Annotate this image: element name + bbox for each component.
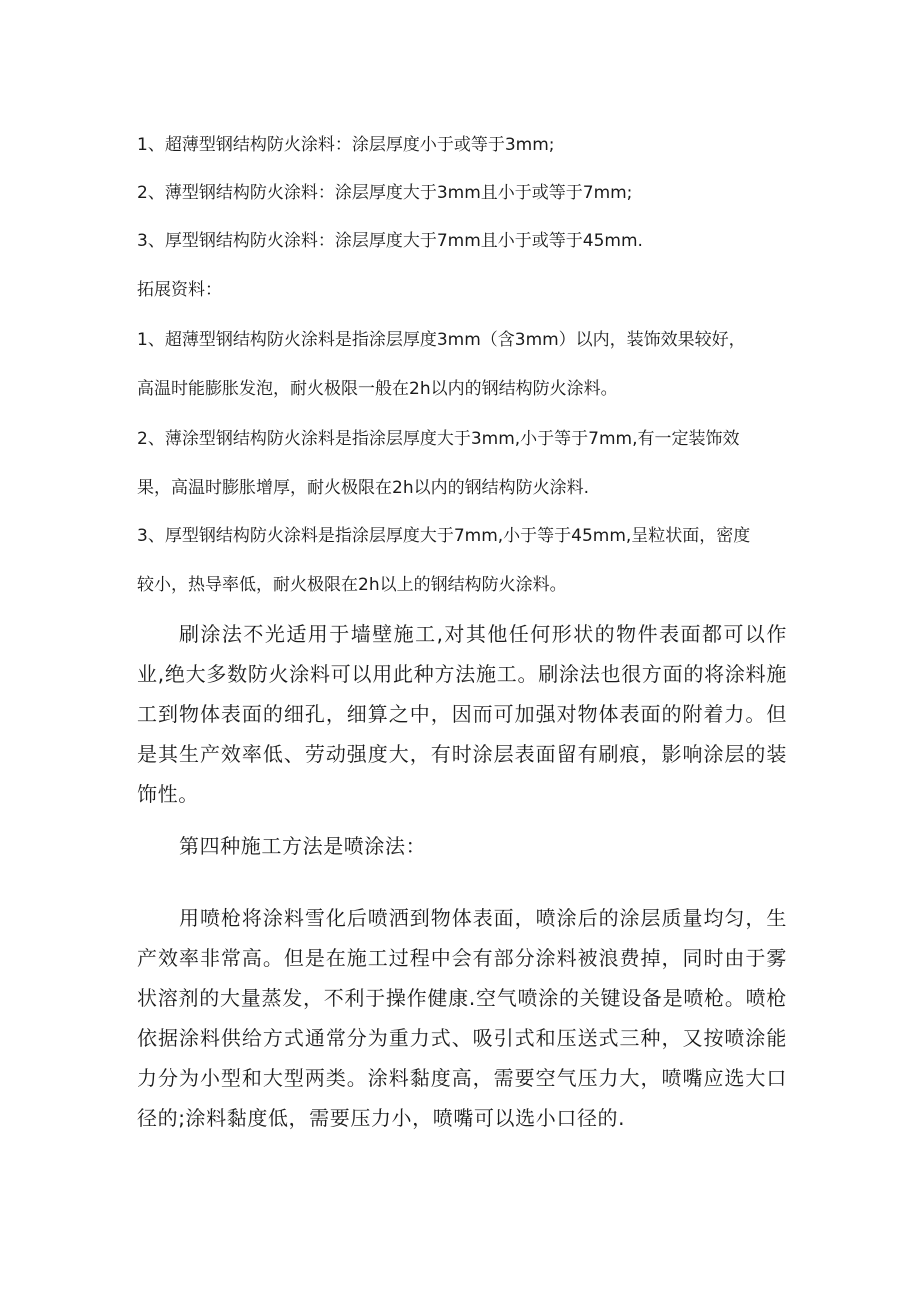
extension-line-2: 高温时能膨胀发泡，耐火极限一般在2h以内的钢结构防火涂料。 bbox=[137, 379, 618, 399]
extension-line-4: 果，高温时膨胀增厚，耐火极限在2h以内的钢结构防火涂料. bbox=[137, 478, 589, 498]
extension-line-1: 1、超薄型钢结构防火涂料是指涂层厚度3mm（含3mm）以内，装饰效果较好， bbox=[137, 330, 746, 350]
extension-line-3: 2、薄涂型钢结构防火涂料是指涂层厚度大于3mm,小于等于7mm,有一定装饰效 bbox=[137, 429, 740, 449]
classification-item-3: 3、厚型钢结构防火涂料：涂层厚度大于7mm且小于或等于45mm. bbox=[137, 231, 643, 251]
extension-title: 拓展资料： bbox=[137, 280, 222, 300]
spraying-paragraph: 用喷枪将涂料雪化后喷洒到物体表面，喷涂后的涂层质量均匀，生产效率非常高。但是在施工过程中会有部分涂料被浪费掉，同时由于雾状溶剂的大量蒸发，不利于操作健康.空气喷涂的关键设备是喷枪。喷枪依据涂料供给方式通常分为重力式、吸引式和压送式三种，又按喷涂能力分为小型和大型两类。涂料黏度高，需要空气压力大，喷嘴应选大口径的;涂料黏度低，需要压力小，喷嘴可以选小口径的. bbox=[137, 906, 787, 1130]
classification-item-1: 1、超薄型钢结构防火涂料：涂层厚度小于或等于3mm; bbox=[137, 135, 555, 155]
extension-line-5: 3、厚型钢结构防火涂料是指涂层厚度大于7mm,小于等于45mm,呈粒状面，密度 bbox=[137, 526, 751, 546]
extension-line-6: 较小，热导率低，耐火极限在2h以上的钢结构防火涂料。 bbox=[137, 575, 567, 595]
brushing-paragraph: 刷涂法不光适用于墙壁施工,对其他任何形状的物件表面都可以作业,绝大多数防火涂料可以用此种方法施工。刷涂法也很方面的将涂料施工到物体表面的细孔，细算之中，因而可加强对物体表面的附着力。但是其生产效率低、劳动强度大，有时涂层表面留有刷痕，影响涂层的装饰性。 bbox=[137, 622, 787, 806]
spraying-heading: 第四种施工方法是喷涂法： bbox=[179, 834, 427, 858]
classification-item-2: 2、薄型钢结构防火涂料：涂层厚度大于3mm且小于或等于7mm; bbox=[137, 183, 633, 203]
